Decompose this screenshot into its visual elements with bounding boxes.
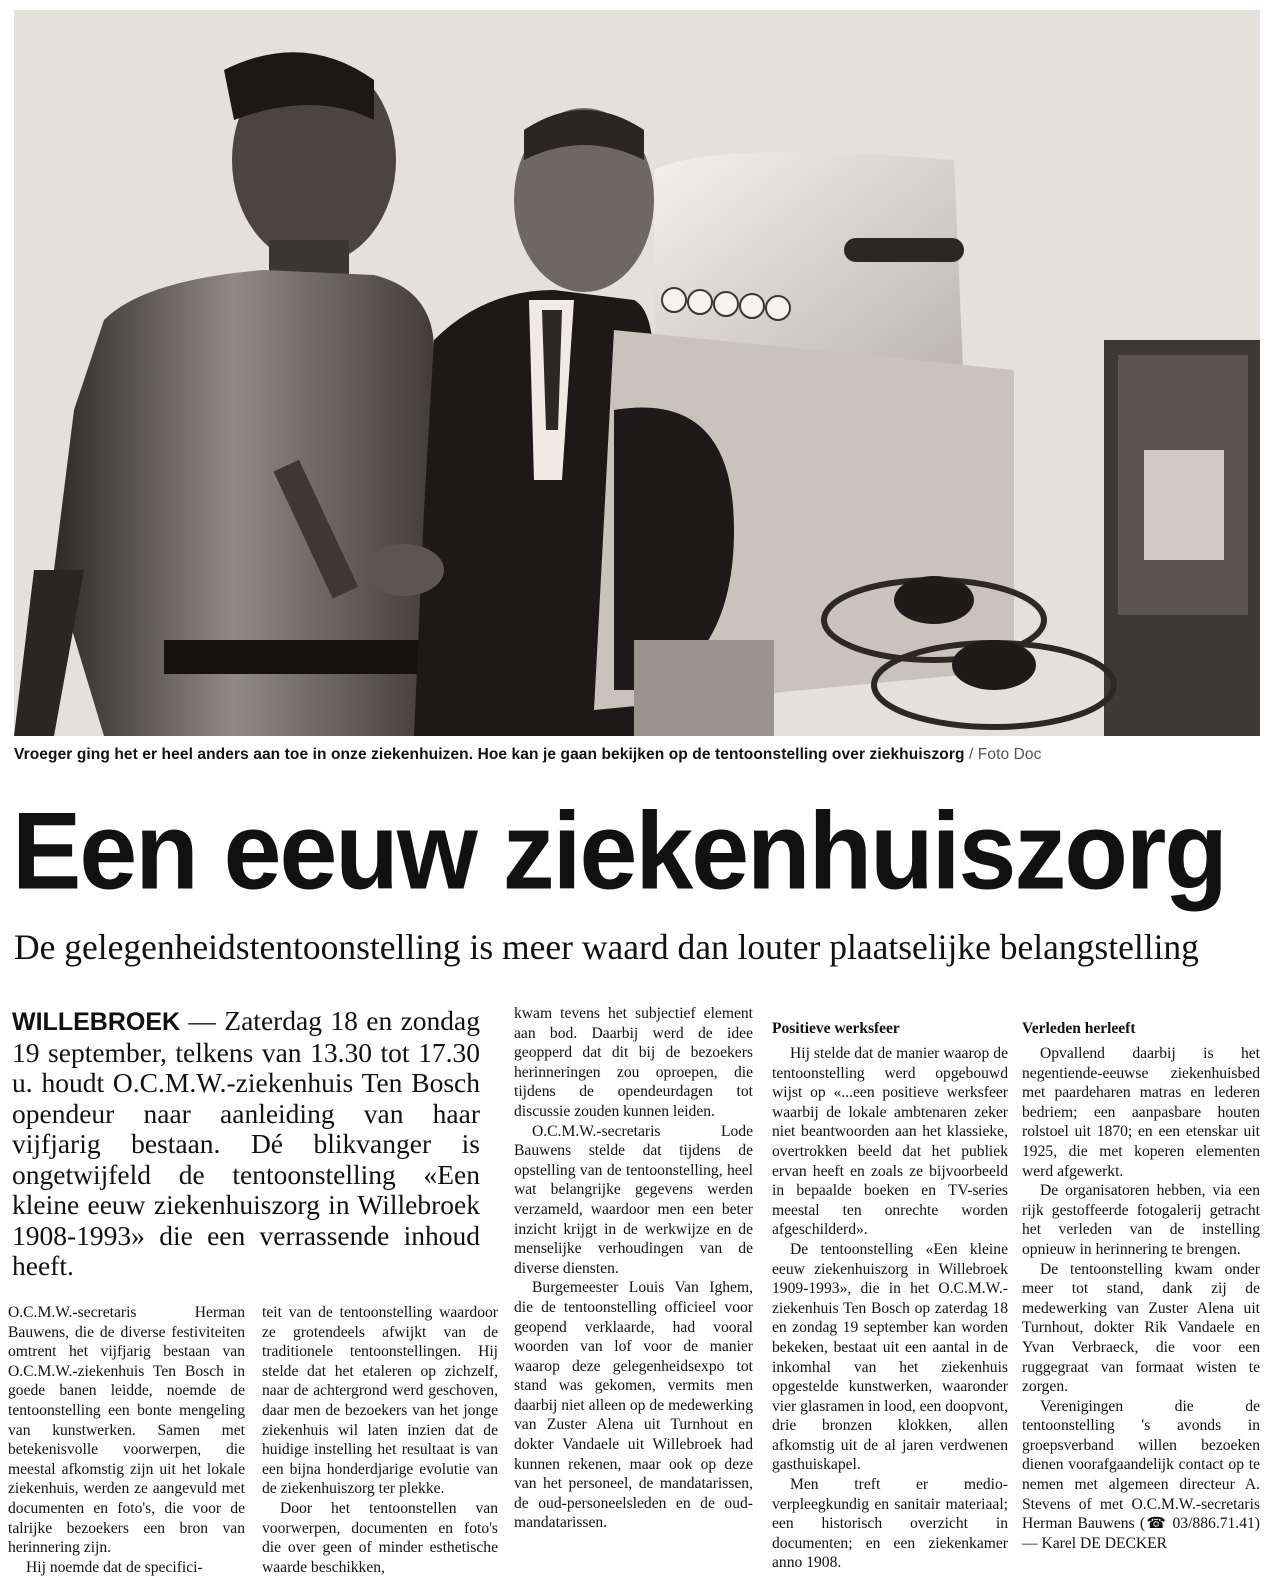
paragraph: Men treft er medio-verpleegkundig en sanitair materiaal; een historisch overzicht in documenten; en een ziekenkamer anno 1908. [772,1476,1008,1572]
paragraph: kwam tevens het subjectief element aan bod. Daarbij werd de idee geopperd dat dit bij de bezoekers herinneringen zou oproepen, die tijdens de opendeurdagen tot discussie zouden kunnen leiden. [514,1005,753,1120]
column-3 [514,1004,753,1533]
paragraph: Burgemeester Louis Van Ighem, die de tentoonstelling officieel voor geopend verklaarde, had vooral woorden van lof voor de manier waarop deze gelegenheidsexpo tot stand was gekomen, vermits men daarbij niet alleen op de medewerking van Zuster Alena uit Turnhout en dokter Vandaele uit Willebroek had kunnen rekenen, maar ook op deze van het personeel, de mandatarissen, de oud-personeelsleden en de oud-mandatarissen. [514,1279,753,1532]
photo-caption [14,746,1264,764]
article-photo [14,10,1260,736]
paragraph: Hij stelde dat de manier waarop de tentoonstelling werd opgebouwd wijst op «...een positieve werksfeer waarbij de lokale ambtenaren zeker niet beantwoorden aan het klassieke, overtrokken beeld dat het publiek ervan heeft en zoals ze bijvoorbeeld in bepaalde boeken en TV-series meestal ten onrechte worden afgeschilderd». [772,1045,1008,1239]
paragraph: De tentoonstelling «Een kleine eeuw ziekenhuiszorg in Willebroek 1909-1993», die in het O.C.M.W.-ziekenhuis Ten Bosch op zaterdag 18 en zondag 19 september kan worden bekeken, bestaat uit een aantal in de inkomhal van het ziekenhuis opgestelde kunstwerken, waaronder vier glasramen in lood, een doopvont, drie bronzen klokken, allen afkomstig uit de al jaren verdwenen gasthuiskapel. [772,1240,1009,1474]
article-subheadline: De gelegenheidstentoonstelling is meer waard dan louter plaatselijke belangstelling [14,927,1199,967]
paragraph: Door het tentoonstellen van voorwerpen, documenten en foto's die over geen of minder esthetische waarde beschikken, [262,1499,498,1576]
dateline: WILLEBROEK [12,1008,181,1036]
photo-illustration [14,10,1260,736]
paragraph: De tentoonstelling kwam onder meer tot stand, dank zij de medewerking van Zuster Alena uit Turnhout, dokter Rik Vandaele en Yvan Verbraeck, die voor een ruggegraat van formaat wisten te zorgen. [1022,1260,1260,1396]
lead-text: Zaterdag 18 en zondag 19 september, telkens van 13.30 tot 17.30 u. houdt O.C.M.W.-ziekenhuis Ten Bosch opendeur naar aanleiding van haar vijfjarig bestaan. Dé blikvanger is ongetwijfeld de tentoonstelling «Een kleine eeuw ziekenhuiszorg in Willebroek 1908-1993» die een verrassende inhoud heeft. [12,1005,480,1281]
dateline-dash: — [180,1005,225,1036]
paragraph: teit van de tentoonstelling waardoor ze grotendeels afwijkt van de traditionele tentoonstellingen. Hij stelde dat het etaleren op zichzelf, naar de achtergrond werd geschoven, daar men de bezoekers van het jonge ziekenhuis wil laten inzien dat de huidige instelling het resultaat is van een bijna honderdjarige evolutie van de ziekenhuiszorg ter plekke. [262,1304,498,1498]
caption-text: Vroeger ging het er heel anders aan toe in onze ziekenhuizen. Hoe kan je gaan bekijken op de tentoonstelling over ziekhuiszorg [14,746,965,763]
article-lead [12,1006,480,1282]
photo-credit: / Foto Doc [964,746,1042,763]
article-headline: Een eeuw ziekenhuiszorg [12,791,1226,913]
column-2 [262,1303,498,1577]
column-1 [8,1303,245,1577]
section-heading-verleden-herleeft: Verleden herleeft [1022,1020,1136,1037]
column-5 [1022,1019,1260,1553]
paragraph: Hij noemde dat de specifici- [26,1558,203,1576]
paragraph: Opvallend daarbij is het negentiende-eeuwse ziekenhuisbed met paardeharen matras en lederen bedriem; een aanpasbare houten rolstoel uit 1870; en een etenskar uit 1925, die met koperen elementen werd afgewerkt. [1022,1045,1260,1180]
paragraph: Verenigingen die de tentoonstelling 's avonds in groepsverband willen bezoeken dienen voorafgaandelijk contact op te nemen met algemeen directeur A. Stevens of met O.C.M.W.-secretaris Herman Bauwens (☎ 03/886.71.41) — Karel DE DECKER [1022,1397,1260,1552]
section-heading-positieve-werksfeer: Positieve werksfeer [772,1020,900,1037]
paragraph: De organisatoren hebben, via een rijk gestoffeerde fotogalerij getracht het verleden van de instelling opnieuw in herinnering te brengen. [1022,1182,1260,1258]
column-4 [772,1019,1008,1573]
paragraph: O.C.M.W.-secretaris Lode Bauwens stelde dat tijdens de opstelling van de tentoonstelling, heel wat belangrijke gegevens werden verzameld, waardoor men een beter inzicht krijgt in de werkwijze en de menselijke verhoudingen van de diverse diensten. [514,1122,753,1277]
paragraph: O.C.M.W.-secretaris Herman Bauwens, die de diverse festiviteiten omtrent het vijfjarig bestaan van O.C.M.W.-ziekenhuis Ten Bosch in goede banen leidde, noemde de tentoonstelling een bonte mengeling van kunstwerken. Samen met betekenisvolle voorwerpen, die meestal afkomstig zijn uit het lokale ziekenhuis, werden ze aangevuld met documenten en foto's, die voor de talrijke bezoekers een bron van herinnering zijn. [8,1304,245,1557]
